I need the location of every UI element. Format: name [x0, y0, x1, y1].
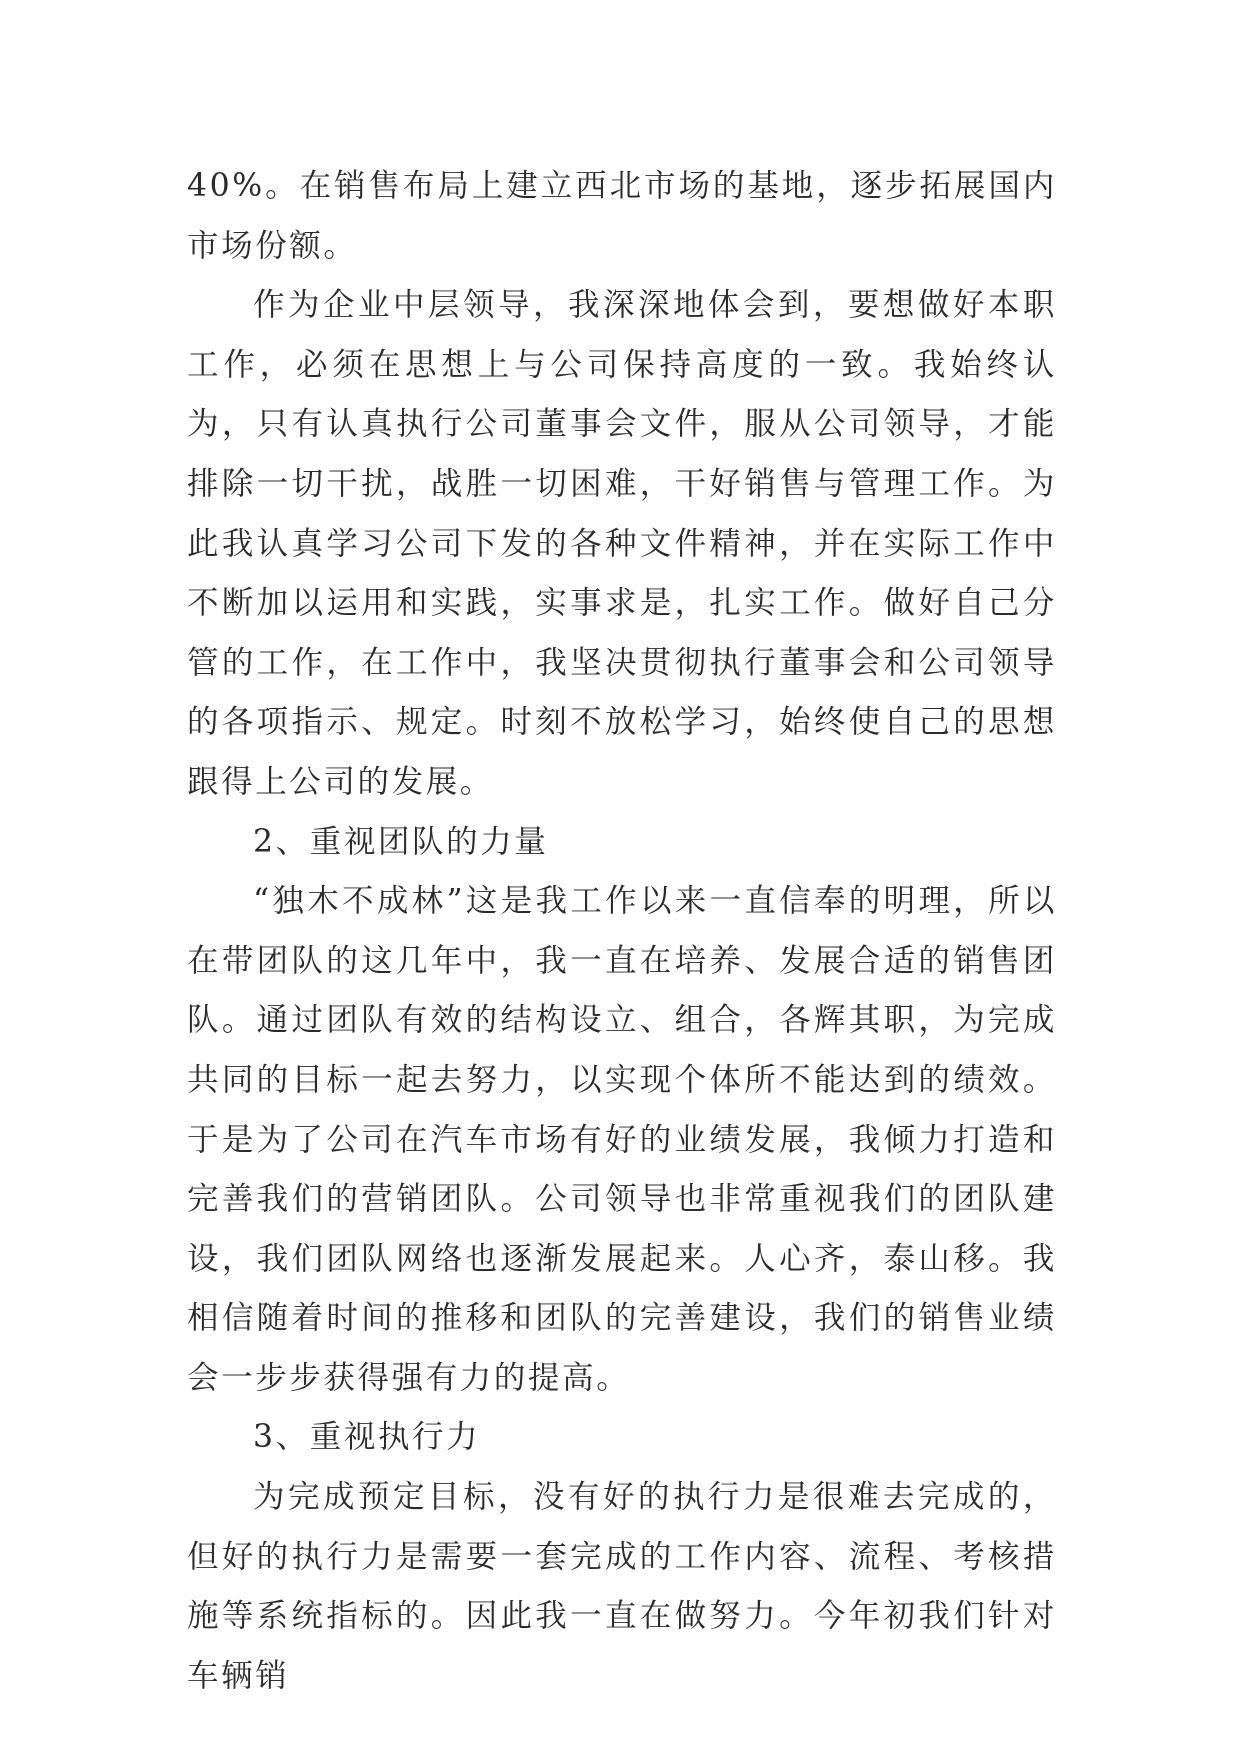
paragraph-execution: 为完成预定目标，没有好的执行力是很难去完成的，但好的执行力是需要一套完成的工作内容、流程、考核措施等系统指标的。因此我一直在做努力。今年初我们针对车辆销 — [187, 1479, 1057, 1694]
paragraph-continuation: 40%。在销售布局上建立西北市场的基地，逐步拓展国内市场份额。 — [187, 168, 1057, 264]
paragraph-leadership-alignment: 作为企业中层领导，我深深地体会到，要想做好本职工作，必须在思想上与公司保持高度的一致。我始终认为，只有认真执行公司董事会文件，服从公司领导，才能排除一切干扰，战胜一切困难，干好销售与管理工作。为此我认真学习公司下发的各种文件精神，并在实际工作中不断加以运用和实践，实事求是，扎实工作。做好自己分管的工作，在工作中，我坚决贯彻执行董事会和公司领导的各项指示、规定。时刻不放松学习，始终使自己的思想跟得上公司的发展。 — [187, 287, 1057, 800]
document-body — [187, 157, 1057, 1706]
section-heading-team-strength: 2、重视团队的力量 — [253, 823, 549, 860]
section-heading-execution: 3、重视执行力 — [253, 1419, 481, 1456]
paragraph-team-building: “独木不成林”这是我工作以来一直信奉的明理，所以在带团队的这几年中，我一直在培养、发展合适的销售团队。通过团队有效的结构设立、组合，各辉其职，为完成共同的目标一起去努力，以实现个体所不能达到的绩效。于是为了公司在汽车市场有好的业绩发展，我倾力打造和完善我们的营销团队。公司领导也非常重视我们的团队建设，我们团队网络也逐渐发展起来。人心齐，泰山移。我相信随着时间的推移和团队的完善建设，我们的销售业绩会一步步获得强有力的提高。 — [187, 883, 1057, 1396]
